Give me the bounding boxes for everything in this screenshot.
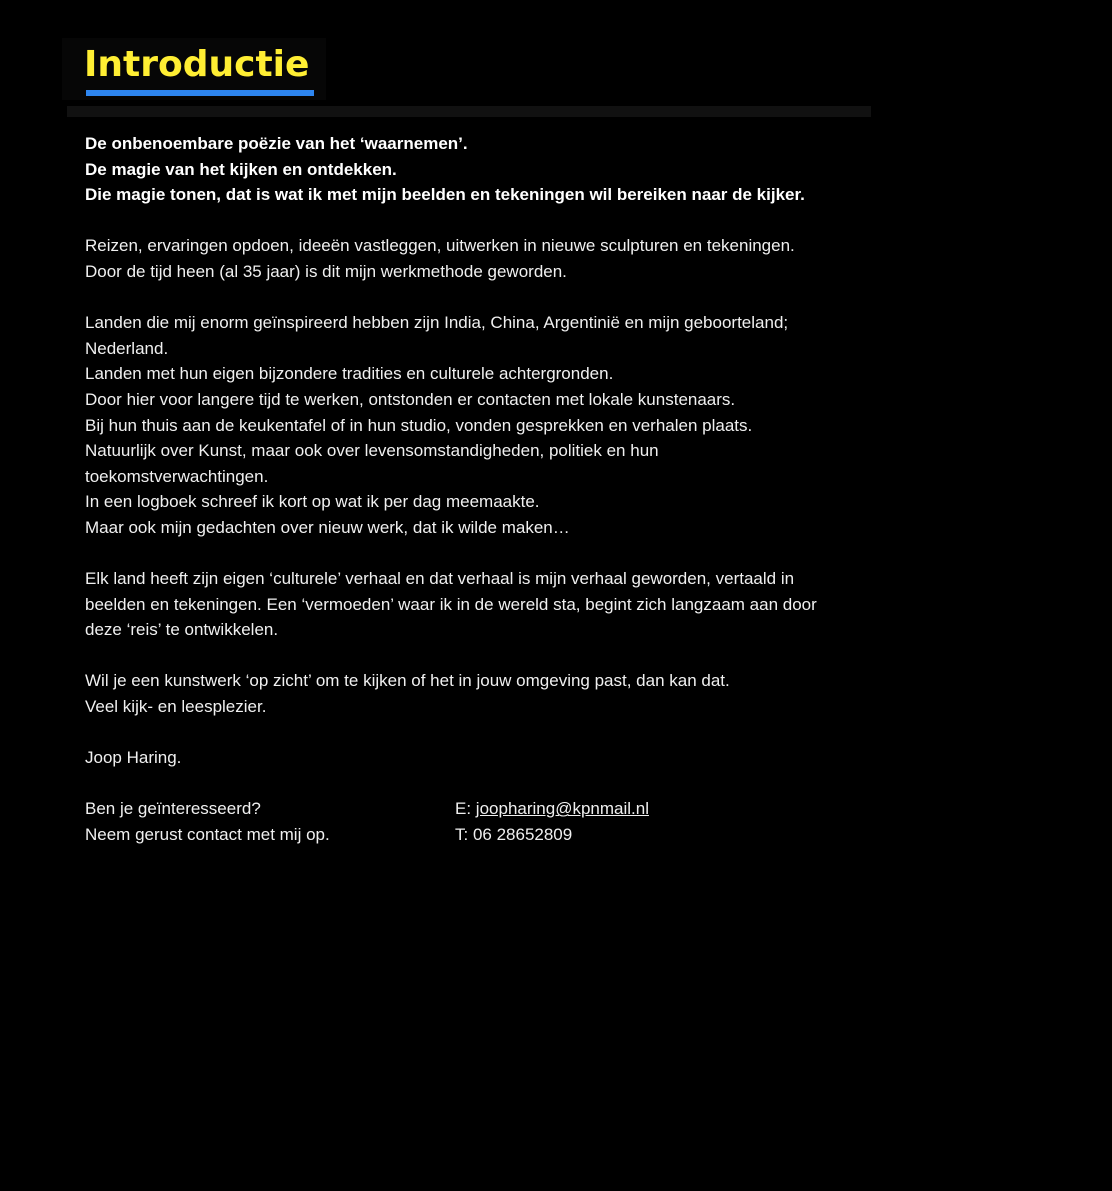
- intro-line: De onbenoembare poëzie van het ‘waarnemen’.: [85, 134, 468, 153]
- paragraph-line: beelden en tekeningen. Een ‘vermoeden’ waar ik in de wereld sta, begint zich langzaam aan door: [85, 594, 817, 614]
- paragraph-line: Maar ook mijn gedachten over nieuw werk, dat ik wilde maken…: [85, 517, 570, 537]
- intro-line: Die magie tonen, dat is wat ik met mijn beelden en tekeningen wil bereiken naar de kijker.: [85, 185, 805, 205]
- paragraph-line: Natuurlijk over Kunst, maar ook over levensomstandigheden, politiek en hun: [85, 441, 659, 461]
- paragraph-line: Landen die mij enorm geïnspireerd hebben zijn India, China, Argentinië en mijn geboorteland;: [85, 313, 789, 333]
- paragraph-line: In een logboek schreef ik kort op wat ik per dag meemaakte.: [85, 492, 540, 512]
- paragraph-line: Nederland.: [85, 338, 169, 358]
- paragraph-line: Wil je een kunstwerk ‘op zicht’ om te kijken of het in jouw omgeving past, dan kan dat.: [85, 671, 730, 691]
- title-block: [62, 38, 326, 100]
- contact-row-phone: [85, 822, 935, 848]
- signature: Joop Haring.: [85, 748, 182, 768]
- email-prefix: E:: [455, 799, 472, 819]
- contact-question: Ben je geïnteresseerd?: [85, 799, 261, 819]
- paragraph-line: Veel kijk- en leesplezier.: [85, 697, 267, 717]
- intro-text: [85, 131, 935, 848]
- page-title: Introductie: [84, 44, 310, 85]
- paragraph-line: Door de tijd heen (al 35 jaar) is dit mijn werkmethode geworden.: [85, 261, 567, 281]
- intro-line: De magie van het kijken en ontdekken.: [85, 159, 397, 179]
- contact-row-email: [85, 796, 935, 822]
- paragraph-line: toekomstverwachtingen.: [85, 466, 269, 486]
- email-line: [455, 796, 649, 822]
- paragraph-line: Elk land heeft zijn eigen ‘culturele’ verhaal en dat verhaal is mijn verhaal geworden, vertaald in: [85, 569, 795, 589]
- phone-number: T: 06 28652809: [455, 825, 573, 845]
- paragraph-line: deze ‘reis’ te ontwikkelen.: [85, 620, 279, 640]
- paragraph-line: Landen met hun eigen bijzondere tradities en culturele achtergronden.: [85, 364, 614, 384]
- contact-invite: Neem gerust contact met mij op.: [85, 825, 330, 845]
- email-link[interactable]: joopharing@kpnmail.nl: [475, 799, 649, 819]
- paragraph-line: Door hier voor langere tijd te werken, ontstonden er contacten met lokale kunstenaars.: [85, 389, 736, 409]
- header-divider: [67, 106, 871, 117]
- paragraph-line: Reizen, ervaringen opdoen, ideeën vastleggen, uitwerken in nieuwe sculpturen en tekeningen.: [85, 236, 795, 256]
- paragraph-line: Bij hun thuis aan de keukentafel of in hun studio, vonden gesprekken en verhalen plaats.: [85, 415, 753, 435]
- title-underline: [86, 90, 314, 96]
